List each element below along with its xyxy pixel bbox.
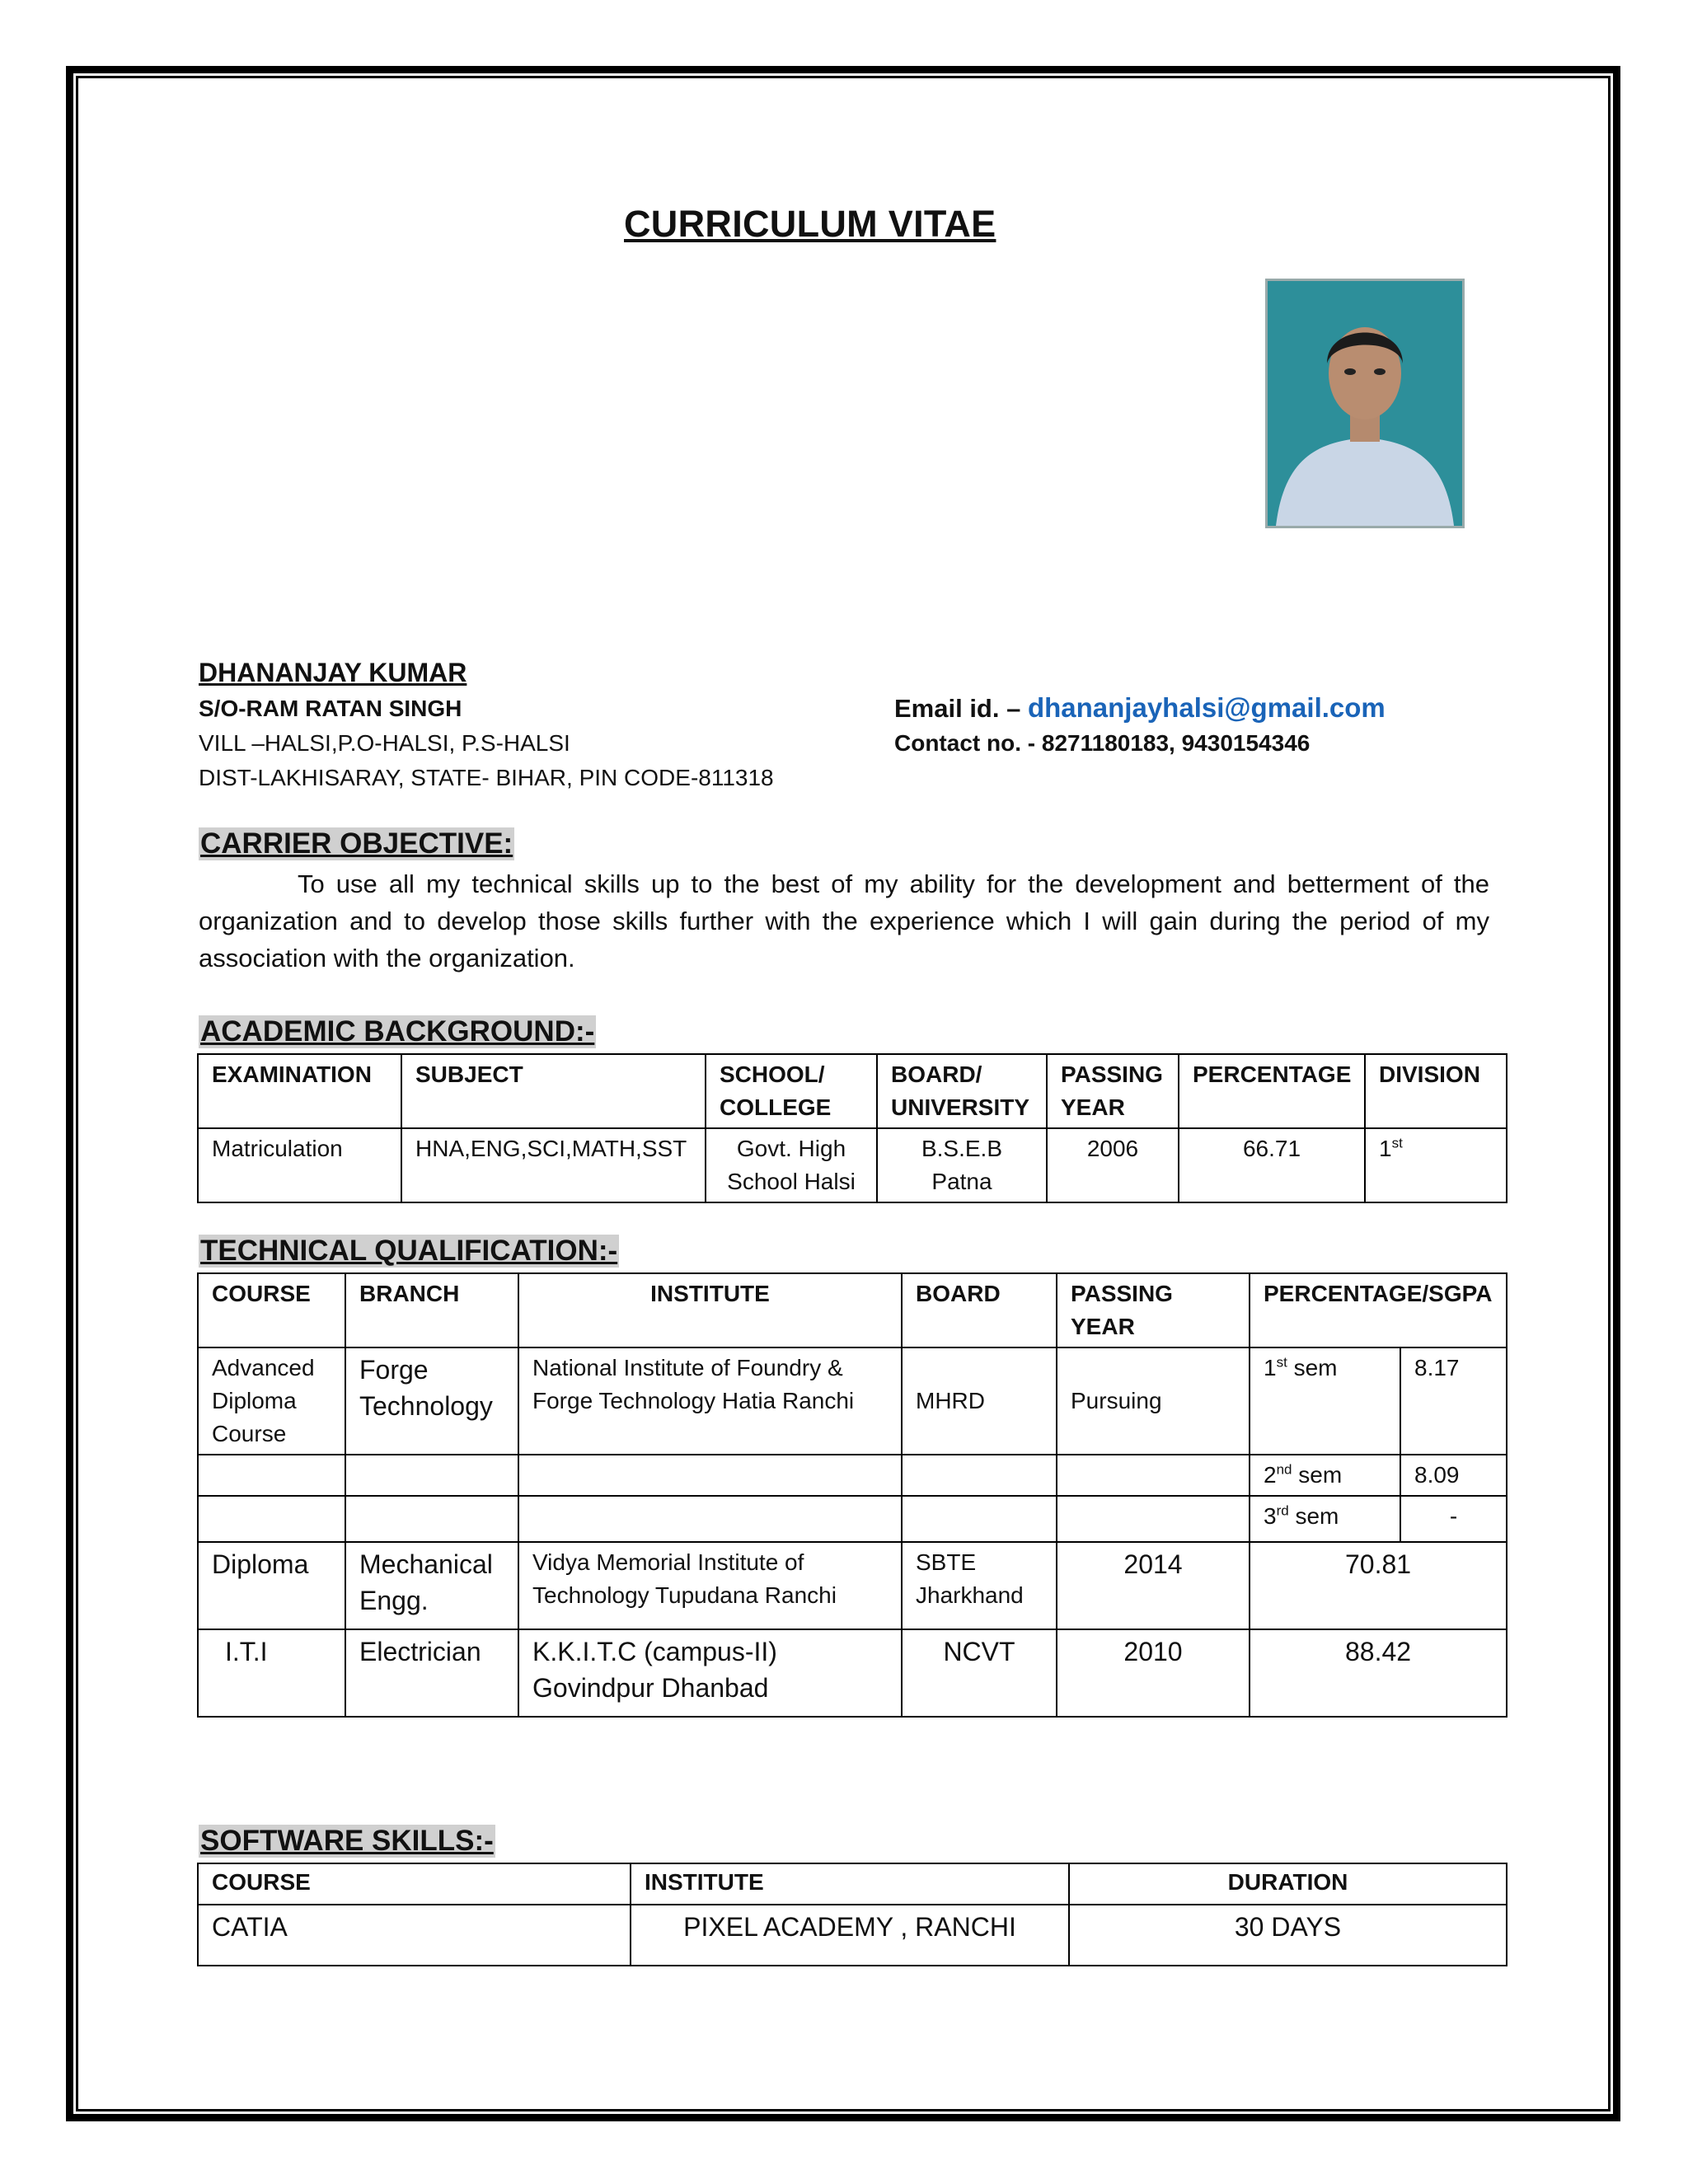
document-title: CURRICULUM VITAE xyxy=(624,203,996,245)
table-row xyxy=(198,1496,1507,1542)
table-header: PERCENTAGE xyxy=(1179,1054,1365,1128)
email-row xyxy=(894,692,1386,724)
table-cell xyxy=(198,1455,345,1496)
table-header: EXAMINATION xyxy=(198,1054,401,1128)
sem-suffix: nd xyxy=(1276,1461,1292,1478)
table-header-row xyxy=(198,1863,1507,1905)
table-header: DURATION xyxy=(1069,1863,1507,1905)
phone-number: 8271180183, 9430154346 xyxy=(1041,730,1311,756)
table-cell xyxy=(518,1455,902,1496)
table-row xyxy=(198,1542,1507,1629)
table-cell: MHRD xyxy=(902,1347,1057,1455)
table-row xyxy=(198,1347,1507,1455)
table-cell xyxy=(1057,1455,1250,1496)
table-header: PASSING YEAR xyxy=(1057,1273,1250,1347)
email-link[interactable]: dhananjayhalsi@gmail.com xyxy=(1027,692,1386,723)
sem-label: sem xyxy=(1298,1462,1343,1488)
table-cell xyxy=(198,1496,345,1542)
technical-table xyxy=(197,1272,1507,1718)
technical-heading: TECHNICAL QUALIFICATION:- xyxy=(200,1235,618,1267)
table-cell xyxy=(1250,1455,1400,1496)
table-cell: CATIA xyxy=(198,1905,631,1966)
table-cell: Forge Technology xyxy=(345,1347,518,1455)
sem-number: 1 xyxy=(1264,1355,1277,1380)
address-line: VILL –HALSI,P.O-HALSI, P.S-HALSI xyxy=(199,730,570,756)
table-header: INSTITUTE xyxy=(631,1863,1069,1905)
table-cell: HNA,ENG,SCI,MATH,SST xyxy=(401,1128,706,1202)
table-cell xyxy=(1365,1128,1507,1202)
table-cell: Advanced Diploma Course xyxy=(198,1347,345,1455)
table-header: BRANCH xyxy=(345,1273,518,1347)
table-cell xyxy=(345,1455,518,1496)
table-cell: Vidya Memorial Institute of Technology Tupudana Ranchi xyxy=(518,1542,902,1629)
table-cell xyxy=(1250,1496,1400,1542)
table-cell: 66.71 xyxy=(1179,1128,1365,1202)
table-cell: Electrician xyxy=(345,1629,518,1717)
address-line: DIST-LAKHISARAY, STATE- BIHAR, PIN CODE-811318 xyxy=(199,765,774,790)
phone-label: Contact no. - xyxy=(894,730,1036,756)
email-label: Email id. – xyxy=(894,694,1021,723)
table-cell: 30 DAYS xyxy=(1069,1905,1507,1966)
table-header-row xyxy=(198,1273,1507,1347)
table-cell: National Institute of Foundry & Forge Technology Hatia Ranchi xyxy=(518,1347,902,1455)
father-name: S/O-RAM RATAN SINGH xyxy=(199,696,462,721)
table-cell: I.T.I xyxy=(198,1629,345,1717)
objective-body: To use all my technical skills up to the best of my ability for the development and betterment of the organization and to develop those skills further with the experience which I will gain during the period of my association with the organization. xyxy=(199,869,1489,972)
table-cell: Pursuing xyxy=(1057,1347,1250,1455)
table-header: COURSE xyxy=(198,1863,631,1905)
academic-heading: ACADEMIC BACKGROUND:- xyxy=(200,1015,595,1047)
sem-number: 2 xyxy=(1264,1462,1277,1488)
contact-row xyxy=(894,730,1310,757)
table-header: DIVISION xyxy=(1365,1054,1507,1128)
table-cell xyxy=(902,1455,1057,1496)
sem-number: 3 xyxy=(1264,1503,1277,1529)
sem-label: sem xyxy=(1295,1503,1339,1529)
division-suffix: st xyxy=(1391,1135,1403,1151)
table-cell: K.K.I.T.C (campus-II) Govindpur Dhanbad xyxy=(518,1629,902,1717)
table-cell xyxy=(1057,1496,1250,1542)
sem-label: sem xyxy=(1293,1355,1338,1380)
table-header: INSTITUTE xyxy=(518,1273,902,1347)
table-cell: Diploma xyxy=(198,1542,345,1629)
table-header: COURSE xyxy=(198,1273,345,1347)
table-header: BOARD xyxy=(902,1273,1057,1347)
table-header: SUBJECT xyxy=(401,1054,706,1128)
table-row xyxy=(198,1128,1507,1202)
table-cell: NCVT xyxy=(902,1629,1057,1717)
table-cell xyxy=(518,1496,902,1542)
table-cell: 70.81 xyxy=(1250,1542,1507,1629)
table-header: PASSING YEAR xyxy=(1047,1054,1179,1128)
division-value: 1 xyxy=(1379,1136,1392,1161)
table-cell: 2014 xyxy=(1057,1542,1250,1629)
software-heading: SOFTWARE SKILLS:- xyxy=(200,1825,494,1857)
table-cell xyxy=(1250,1347,1400,1455)
person-silhouette-icon xyxy=(1268,281,1462,526)
table-cell: 8.09 xyxy=(1400,1455,1507,1496)
table-row xyxy=(198,1455,1507,1496)
table-row xyxy=(198,1629,1507,1717)
table-cell: 2006 xyxy=(1047,1128,1179,1202)
sem-suffix: st xyxy=(1276,1354,1287,1371)
table-header: SCHOOL/ COLLEGE xyxy=(706,1054,877,1128)
academic-table xyxy=(197,1053,1507,1203)
table-header-row xyxy=(198,1054,1507,1128)
table-cell: - xyxy=(1400,1496,1507,1542)
sem-suffix: rd xyxy=(1276,1502,1289,1519)
table-cell: PIXEL ACADEMY , RANCHI xyxy=(631,1905,1069,1966)
table-cell: 88.42 xyxy=(1250,1629,1507,1717)
table-cell: B.S.E.B Patna xyxy=(877,1128,1047,1202)
software-table xyxy=(197,1863,1507,1966)
table-cell: 8.17 xyxy=(1400,1347,1507,1455)
table-row xyxy=(198,1905,1507,1966)
table-cell xyxy=(902,1496,1057,1542)
table-header: PERCENTAGE/SGPA xyxy=(1250,1273,1507,1347)
objective-heading: CARRIER OBJECTIVE: xyxy=(200,827,513,860)
table-cell xyxy=(345,1496,518,1542)
table-cell: SBTE Jharkhand xyxy=(902,1542,1057,1629)
table-cell: Mechanical Engg. xyxy=(345,1542,518,1629)
table-header: BOARD/ UNIVERSITY xyxy=(877,1054,1047,1128)
profile-photo xyxy=(1265,279,1465,528)
table-cell: 2010 xyxy=(1057,1629,1250,1717)
table-cell: Matriculation xyxy=(198,1128,401,1202)
candidate-name: DHANANJAY KUMAR xyxy=(199,658,467,687)
table-cell: Govt. High School Halsi xyxy=(706,1128,877,1202)
objective-text xyxy=(199,865,1489,977)
